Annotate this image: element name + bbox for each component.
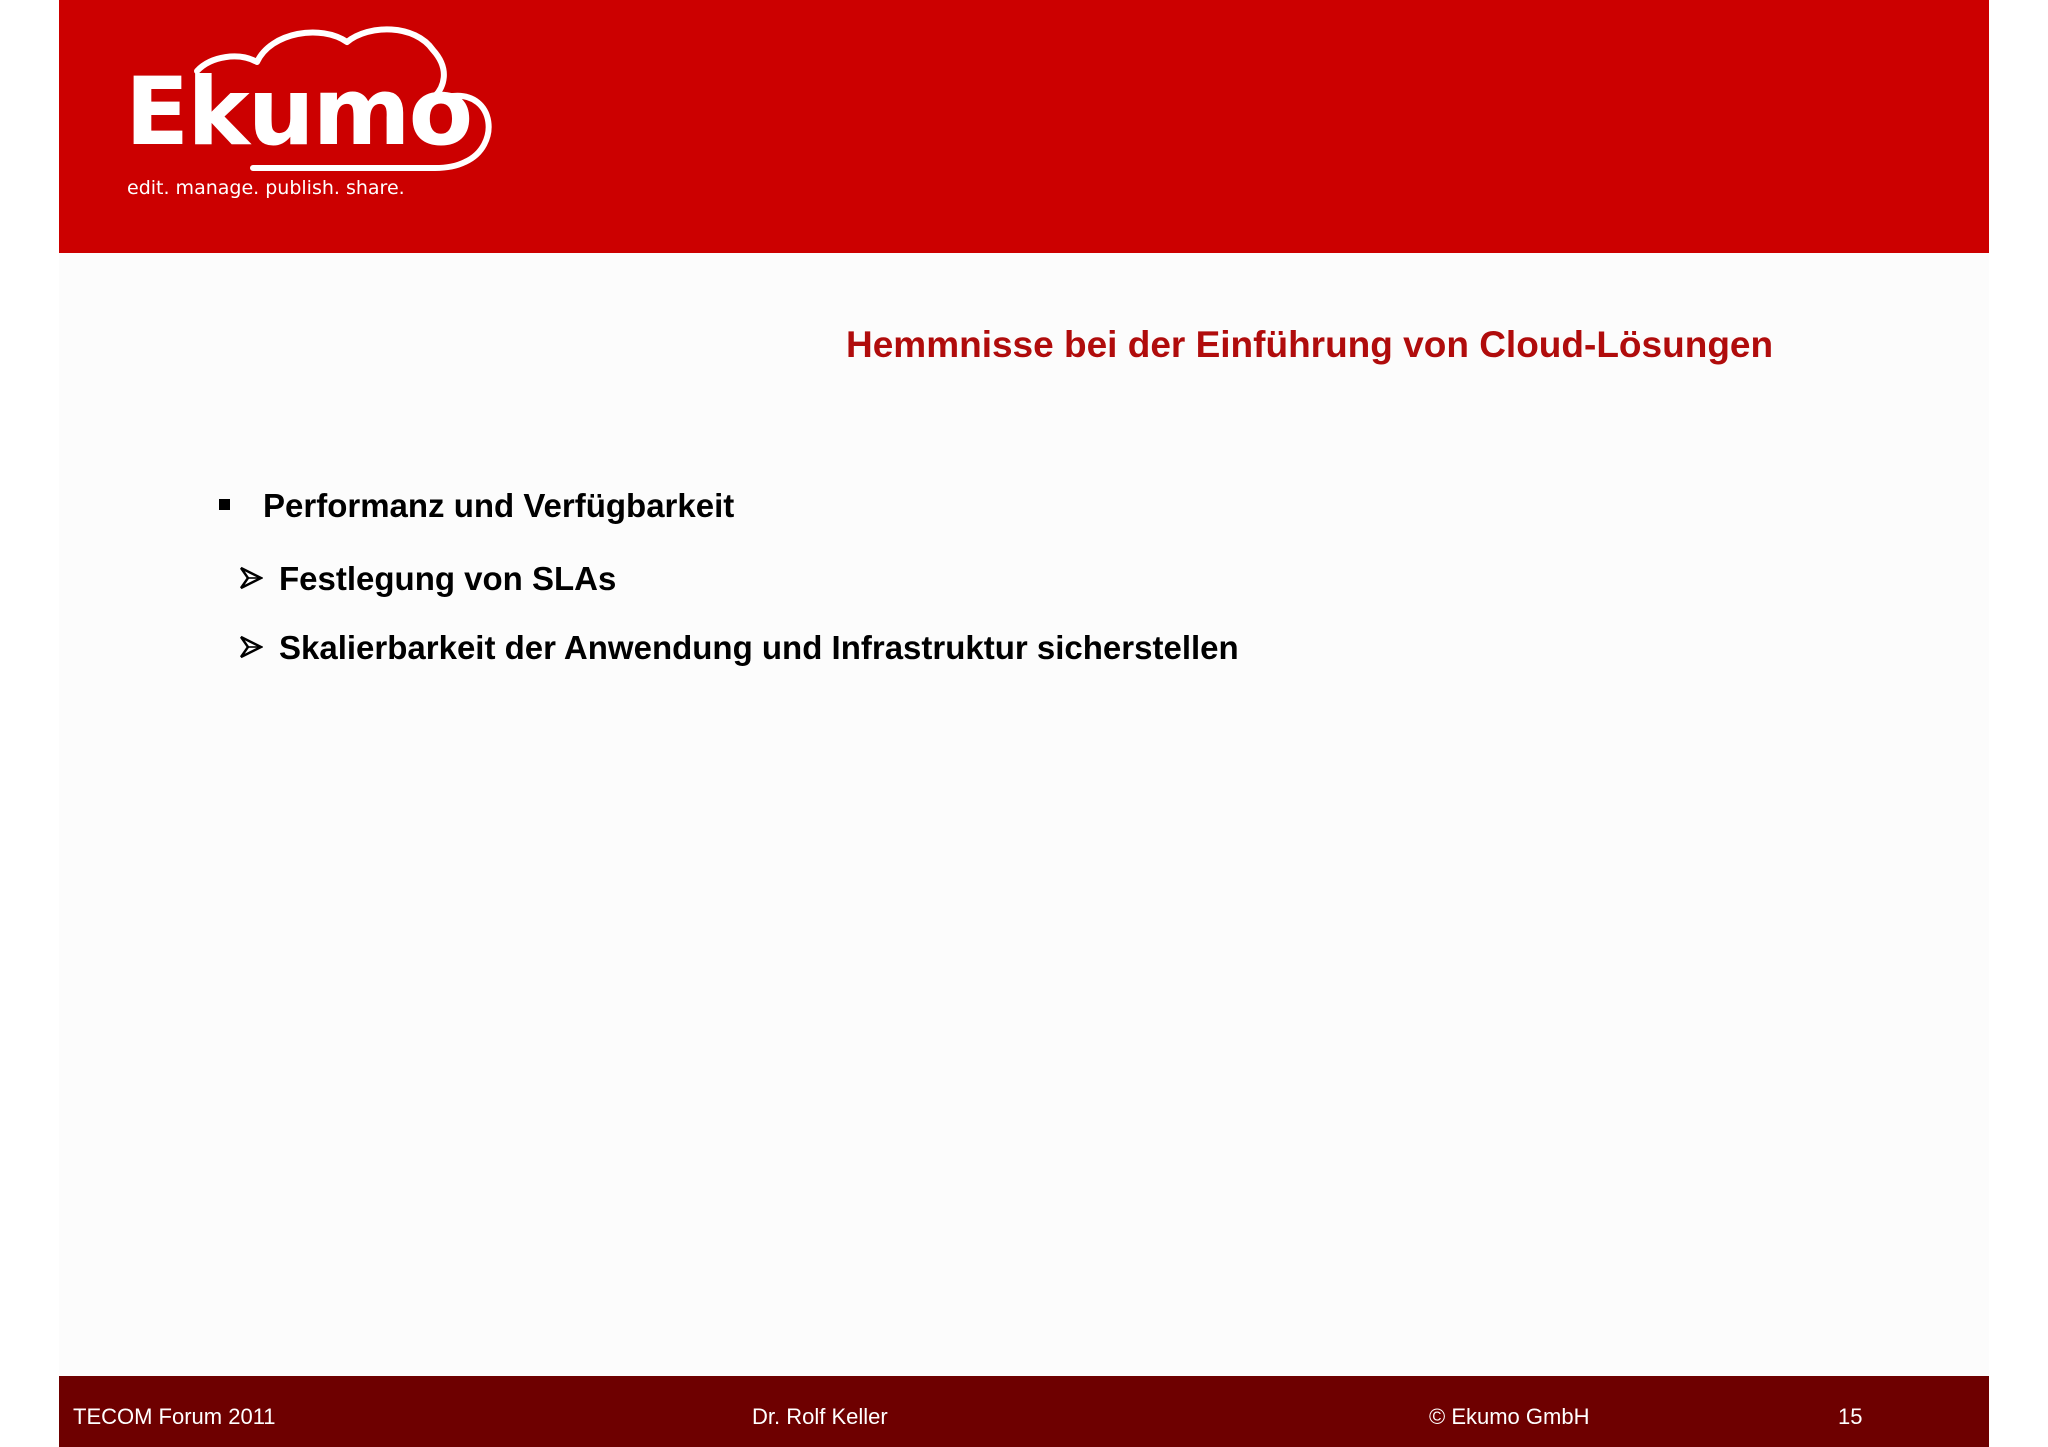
footer-event: TECOM Forum 2011	[73, 1404, 276, 1429]
bullet-text: Performanz und Verfügbarkeit	[263, 487, 735, 524]
footer-copyright: © Ekumo GmbH	[1429, 1404, 1590, 1429]
footer-author: Dr. Rolf Keller	[752, 1404, 888, 1429]
arrow-bullet-icon	[239, 566, 263, 590]
header-band	[59, 0, 1989, 253]
footer-band	[59, 1376, 1989, 1447]
page-number: 15	[1838, 1404, 1863, 1429]
logo-wordmark: Ekumo	[125, 58, 472, 167]
sub-item-text: Festlegung von SLAs	[279, 560, 617, 597]
slide	[59, 0, 1989, 1447]
slide-title: Hemmnisse bei der Einführung von Cloud-Lösungen	[846, 324, 1774, 365]
ekumo-logo	[125, 26, 555, 206]
logo-tagline: edit. manage. publish. share.	[127, 177, 405, 199]
sub-item-text: Skalierbarkeit der Anwendung und Infrastruktur sicherstellen	[279, 629, 1239, 666]
arrow-bullet-icon	[239, 635, 263, 659]
square-bullet-icon	[219, 499, 230, 510]
